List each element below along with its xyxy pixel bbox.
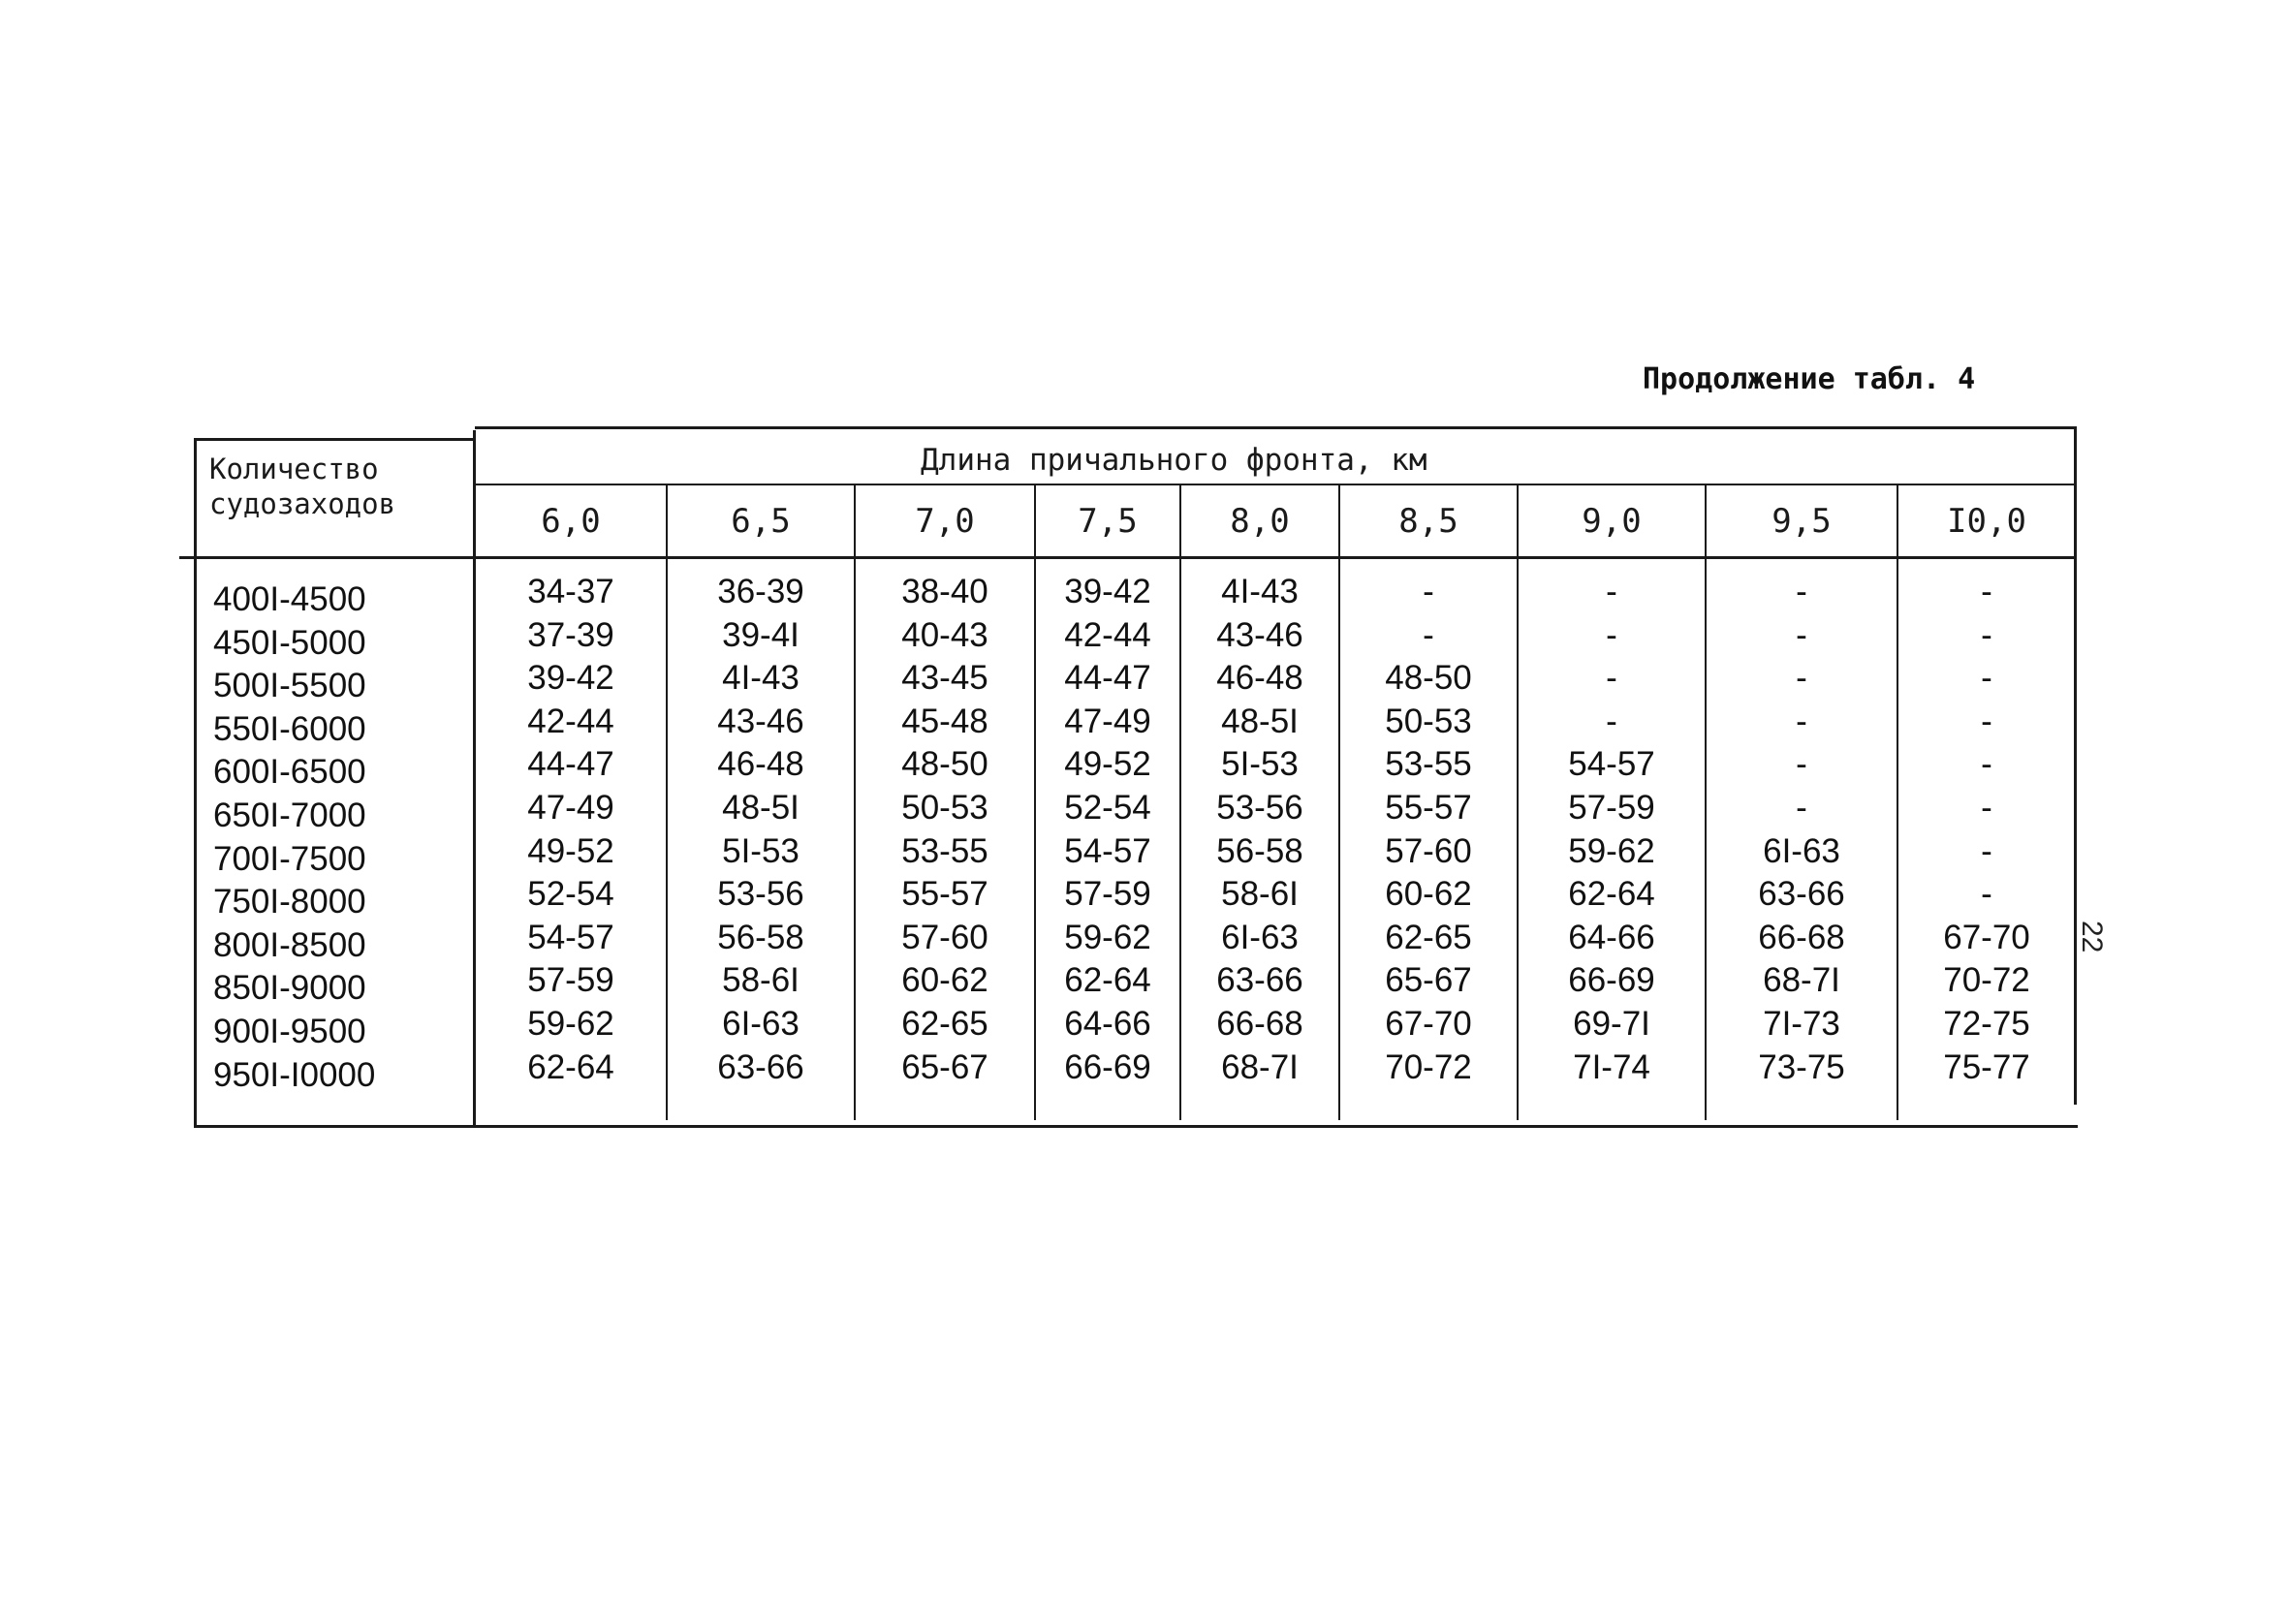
table-cell: 34-37: [527, 573, 614, 610]
table-cell: 62-64: [1568, 875, 1655, 914]
column-header: 8,0: [1230, 502, 1290, 541]
table-cell: 66-68: [1216, 1005, 1303, 1043]
row-label: 600I-6500: [213, 753, 366, 792]
column-header: I0,0: [1947, 502, 2026, 541]
table-cell: 43-46: [717, 702, 804, 740]
row-label: 450I-5000: [213, 623, 366, 662]
table-cell: 65-67: [1385, 961, 1472, 1000]
table-caption: Продолжение табл. 4: [1643, 362, 1976, 396]
table-cell: 52-54: [527, 875, 614, 914]
table-cell: 59-62: [1064, 918, 1151, 956]
table-cell: 39-42: [1064, 573, 1151, 610]
table-cell: 44-47: [1064, 659, 1151, 698]
table-cell: 6I-63: [1763, 831, 1840, 870]
table-cell: -: [1796, 745, 1807, 784]
table-cell: 64-66: [1064, 1005, 1151, 1043]
table-cell: 70-72: [1943, 961, 2030, 1000]
table-cell: 58-6I: [722, 961, 800, 1000]
table-top-rule-left: [194, 438, 475, 441]
table-cell: -: [1981, 831, 1992, 870]
row-header-label: Количество судозаходов: [209, 453, 396, 521]
table-cell: 64-66: [1568, 918, 1655, 956]
table-cell: 57-59: [527, 961, 614, 1000]
table-cell: 54-57: [1568, 745, 1655, 784]
table-top-rule-right: [475, 426, 2076, 429]
row-label: 400I-4500: [213, 580, 366, 618]
table-cell: 55-57: [1385, 789, 1472, 827]
column-header-rule: [179, 556, 2076, 559]
row-label: 700I-7500: [213, 839, 366, 878]
table-cell: 68-7I: [1221, 1047, 1299, 1086]
column-header: 8,5: [1398, 502, 1458, 541]
table-cell: 57-59: [1568, 789, 1655, 827]
table-cell: 53-56: [1216, 789, 1303, 827]
table-cell: -: [1796, 702, 1807, 740]
table-cell: 66-69: [1568, 961, 1655, 1000]
row-label: 850I-9000: [213, 969, 366, 1008]
table-cell: 39-42: [527, 659, 614, 698]
table-cell: 53-55: [901, 831, 988, 870]
row-label: 800I-8500: [213, 925, 366, 964]
table-cell: 67-70: [1943, 918, 2030, 956]
table-cell: 60-62: [1385, 875, 1472, 914]
table-cell: 4I-43: [1221, 573, 1299, 610]
table-cell: -: [1606, 573, 1617, 610]
column-header: 7,0: [915, 502, 975, 541]
table-cell: 69-7I: [1573, 1005, 1650, 1043]
table-cell: -: [1981, 702, 1992, 740]
table-cell: -: [1981, 875, 1992, 914]
table-cell: 59-62: [1568, 831, 1655, 870]
table-cell: 49-52: [1064, 745, 1151, 784]
table-cell: 37-39: [527, 615, 614, 654]
table-cell: 73-75: [1758, 1047, 1845, 1086]
table-cell: 42-44: [1064, 615, 1151, 654]
table-cell: 48-50: [1385, 659, 1472, 698]
table-cell: 48-50: [901, 745, 988, 784]
table-cell: 53-55: [1385, 745, 1472, 784]
table-cell: 60-62: [901, 961, 988, 1000]
table-cell: 57-60: [1385, 831, 1472, 870]
row-label: 650I-7000: [213, 796, 366, 834]
table-cell: 7I-74: [1573, 1047, 1650, 1086]
table-cell: 63-66: [1758, 875, 1845, 914]
column-header: 6,0: [541, 502, 601, 541]
column-header: 7,5: [1078, 502, 1138, 541]
table-cell: 62-65: [901, 1005, 988, 1043]
table-cell: 43-45: [901, 659, 988, 698]
table-cell: 4I-43: [722, 659, 800, 698]
table-cell: 5I-53: [1221, 745, 1299, 784]
table-cell: 72-75: [1943, 1005, 2030, 1043]
table-cell: 65-67: [901, 1047, 988, 1086]
table-cell: 6I-63: [722, 1005, 800, 1043]
column-header: 9,0: [1582, 502, 1642, 541]
table-cell: 43-46: [1216, 615, 1303, 654]
table-cell: 47-49: [1064, 702, 1151, 740]
table-cell: -: [1606, 702, 1617, 740]
table-bottom-rule: [194, 1125, 2078, 1128]
table-cell: -: [1981, 615, 1992, 654]
table-cell: 53-56: [717, 875, 804, 914]
table-cell: 62-64: [1064, 961, 1151, 1000]
column-header: 6,5: [731, 502, 791, 541]
table-cell: 57-59: [1064, 875, 1151, 914]
page-number: 22: [2076, 921, 2108, 953]
table-cell: 38-40: [901, 573, 988, 610]
table-cell: -: [1981, 745, 1992, 784]
table-cell: 70-72: [1385, 1047, 1472, 1086]
table-cell: -: [1796, 573, 1807, 610]
table-cell: 54-57: [1064, 831, 1151, 870]
table-cell: 7I-73: [1763, 1005, 1840, 1043]
table-cell: 50-53: [901, 789, 988, 827]
table-cell: 75-77: [1943, 1047, 2030, 1086]
table-cell: 52-54: [1064, 789, 1151, 827]
table-cell: -: [1796, 789, 1807, 827]
table-cell: 66-68: [1758, 918, 1845, 956]
table-cell: 62-65: [1385, 918, 1472, 956]
group-header-label: Длина причального фронта, км: [921, 443, 1427, 478]
table-cell: 57-60: [901, 918, 988, 956]
table-cell: 46-48: [717, 745, 804, 784]
row-label: 950I-I0000: [213, 1055, 376, 1094]
table-cell: 42-44: [527, 702, 614, 740]
table-cell: 36-39: [717, 573, 804, 610]
table-cell: 62-64: [527, 1047, 614, 1086]
table-cell: 48-5I: [722, 789, 800, 827]
table-cell: 66-69: [1064, 1047, 1151, 1086]
table-cell: 40-43: [901, 615, 988, 654]
column-header: 9,5: [1772, 502, 1832, 541]
table-cell: -: [1423, 615, 1434, 654]
table-cell: 59-62: [527, 1005, 614, 1043]
table-cell: 44-47: [527, 745, 614, 784]
table-cell: 47-49: [527, 789, 614, 827]
table-cell: 49-52: [527, 831, 614, 870]
table-cell: -: [1981, 659, 1992, 698]
table-cell: 5I-53: [722, 831, 800, 870]
table-cell: 58-6I: [1221, 875, 1299, 914]
row-label: 750I-8000: [213, 883, 366, 921]
table-cell: 63-66: [1216, 961, 1303, 1000]
row-label: 900I-9500: [213, 1013, 366, 1050]
table-cell: 6I-63: [1221, 918, 1299, 956]
group-header-rule: [475, 484, 2076, 485]
row-label: 500I-5500: [213, 667, 366, 705]
table-cell: 50-53: [1385, 702, 1472, 740]
table-cell: 68-7I: [1763, 961, 1840, 1000]
table-cell: -: [1796, 659, 1807, 698]
table-cell: 67-70: [1385, 1005, 1472, 1043]
table-cell: 63-66: [717, 1047, 804, 1086]
table-cell: -: [1606, 659, 1617, 698]
table-cell: 54-57: [527, 918, 614, 956]
table-cell: -: [1981, 573, 1992, 610]
table-cell: -: [1606, 615, 1617, 654]
table-cell: 48-5I: [1221, 702, 1299, 740]
table-cell: -: [1796, 615, 1807, 654]
table-cell: -: [1423, 573, 1434, 610]
table-left-rule: [194, 438, 197, 1128]
table-cell: -: [1981, 789, 1992, 827]
table-cell: 39-4I: [722, 615, 800, 654]
table-cell: 56-58: [1216, 831, 1303, 870]
table-cell: 56-58: [717, 918, 804, 956]
row-label: 550I-6000: [213, 709, 366, 748]
table-cell: 46-48: [1216, 659, 1303, 698]
table-cell: 45-48: [901, 702, 988, 740]
table-cell: 55-57: [901, 875, 988, 914]
